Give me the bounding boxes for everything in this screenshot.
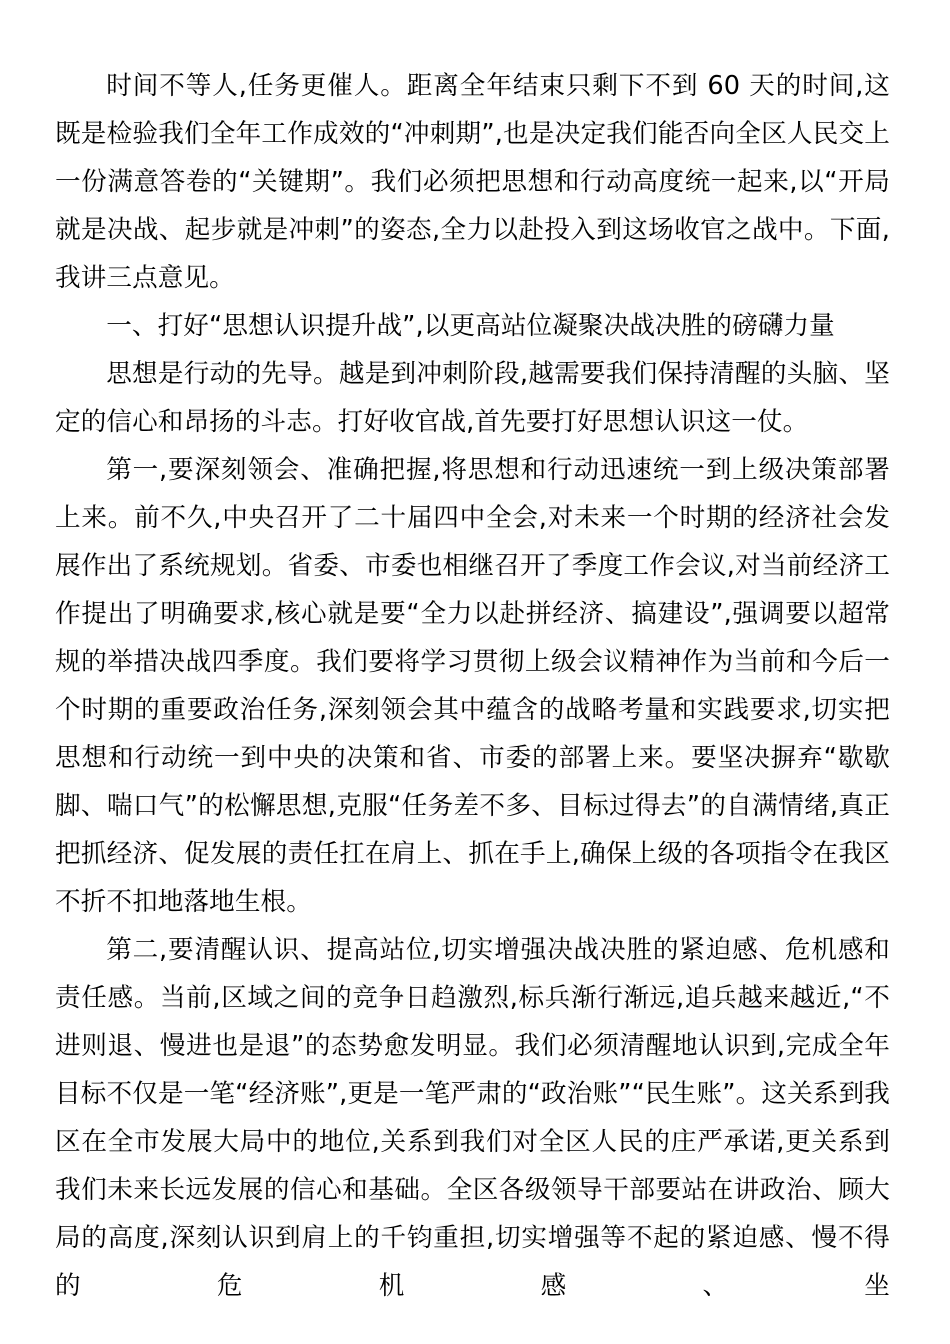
paragraph-intro: 时间不等人,任务更催人。距离全年结束只剩下不到 60 天的时间,这既是检验我们全年工作成效的“冲刺期”,也是决定我们能否向全区人民交上一份满意答卷的“关键期”。我们必须把思想和行动高度统一起来,以“开局就是决战、起步就是冲刺”的姿态,全力以赴投入到这场收官之战中。下面,我讲三点意见。	[55, 71, 890, 293]
paragraph-point-second: 第二,要清醒认识、提高站位,切实增强决战决胜的紧迫感、危机感和责任感。当前,区域之间的竞争日趋激烈,标兵渐行渐远,追兵越来越近,“不进则退、慢进也是退”的态势愈发明显。我们必须清醒地认识到,完成全年目标不仅是一笔“经济账”,更是一笔严肃的“政治账”“民生账”。这关系到我区在全市发展大局中的地位,关系到我们对全区人民的庄严承诺,更关系到我们未来长远发展的信心和基础。全区各级领导干部要站在讲政治、顾大局的高度,深刻认识到肩上的千钧重担,切实增强等不起的紧迫感、慢不得的危机感、坐	[55, 935, 890, 1301]
section-heading-one: 一、打好“思想认识提升战”,以更高站位凝聚决战决胜的磅礴力量	[106, 311, 835, 341]
paragraph-point-first: 第一,要深刻领会、准确把握,将思想和行动迅速统一到上级决策部署上来。前不久,中央召开了二十届四中全会,对未来一个时期的经济社会发展作出了系统规划。省委、市委也相继召开了季度工作会议,对当前经济工作提出了明确要求,核心就是要“全力以赴拼经济、搞建设”,强调要以超常规的举措决战四季度。我们要将学习贯彻上级会议精神作为当前和今后一个时期的重要政治任务,深刻领会其中蕴含的战略考量和实践要求,切实把思想和行动统一到中央的决策和省、市委的部署上来。要坚决摒弃“歇歇脚、喘口气”的松懈思想,克服“任务差不多、目标过得去”的自满情绪,真正把抓经济、促发展的责任扛在肩上、抓在手上,确保上级的各项指令在我区不折不扣地落地生根。	[55, 455, 890, 917]
paragraph-section-one-lead: 思想是行动的先导。越是到冲刺阶段,越需要我们保持清醒的头脑、坚定的信心和昂扬的斗志。打好收官战,首先要打好思想认识这一仗。	[55, 359, 890, 437]
document-body	[55, 62, 890, 1310]
